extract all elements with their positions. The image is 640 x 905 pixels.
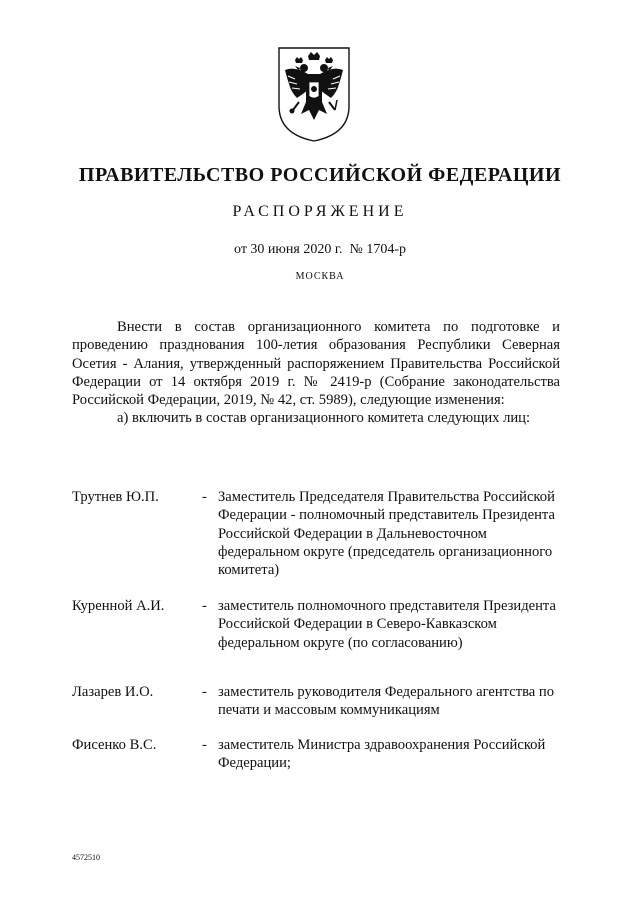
document-type: РАСПОРЯЖЕНИЕ — [232, 203, 408, 220]
member-role: заместитель полномочного представителя Президента Российской Федерации в Северо-Кавказском федеральном округе (по согласованию) — [218, 598, 556, 651]
coat-of-arms-icon — [275, 44, 353, 144]
member-role: заместитель руководителя Федерального агентства по печати и массовым коммуникациям — [218, 684, 555, 719]
member-name: Фисенко В.С. — [72, 737, 157, 753]
government-title: ПРАВИТЕЛЬСТВО РОССИЙСКОЙ ФЕДЕРАЦИИ — [78, 164, 562, 186]
document-date-number: от 30 июня 2020 г. № 1704-р — [234, 242, 406, 257]
member-role: Заместитель Председателя Правительства Российской Федерации - полномочный представитель Президента Российской Федерации в Дальневосточном федеральном округе (председатель организационного комитета) — [218, 489, 555, 579]
member-name: Куренной А.И. — [72, 598, 165, 614]
intro-paragraph: Внести в состав организационного комитета по подготовке и проведению празднования 100-летия образования Республики Северная Осетия - Алания, утвержденный распоряжением Правительства Российской Федерации от 14 октября 2019 г. № 2419-р (Собрание законодательства Российской Федерации, 2019, № 42, ст. 5989), следующие изменения: — [72, 319, 560, 409]
member-dash: - — [202, 598, 207, 614]
member-dash: - — [202, 737, 207, 753]
document-city: МОСКВА — [295, 271, 345, 282]
order-text — [72, 318, 560, 428]
document-code: 4572510 — [72, 853, 100, 862]
member-dash: - — [202, 684, 207, 700]
inclusion-paragraph: а) включить в состав организационного комитета следующих лиц: — [117, 410, 531, 427]
member-dash: - — [202, 489, 207, 505]
member-name: Трутнев Ю.П. — [72, 489, 159, 505]
member-name: Лазарев И.О. — [72, 684, 154, 700]
member-role: заместитель Министра здравоохранения Российской Федерации; — [218, 737, 546, 772]
